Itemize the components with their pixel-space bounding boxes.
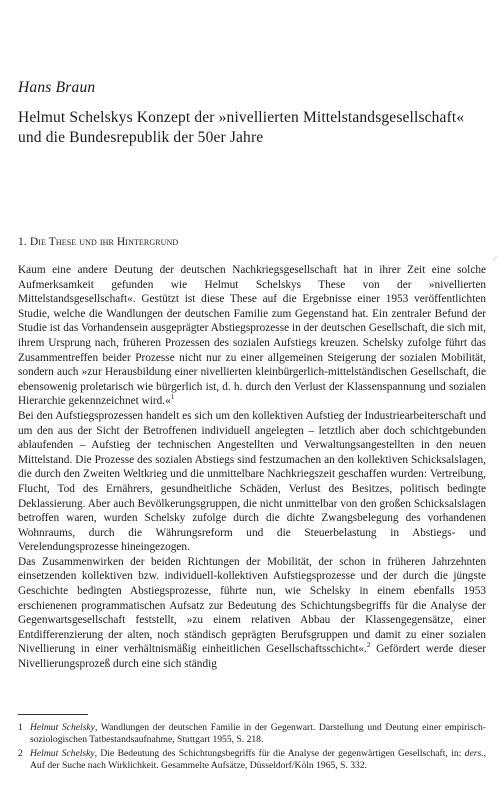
footnote-2-text: , Die Bedeutung des Schichtungsbegriffs für die Analyse der gegenwärtigen Gesellschaft, in: [94,747,465,759]
author-name: Hans Braun [18,79,96,96]
footnote-2-text2: , Auf der Suche nach Wirklichkeit. Gesammelte Aufsätze, Düsseldorf/Köln 1965, S. 332. [30,747,486,772]
footnote-2-number: 2 [18,747,23,759]
footnote-1 [18,722,486,747]
paragraph-2 [18,409,486,555]
paragraph-3-tail: Gefördert werde dieser Nivellierungsprozeß durch eine sich ständig [18,643,486,671]
section-number: 1. [18,236,27,248]
section-heading [18,236,178,248]
footnote-ref-1: 1 [170,393,175,402]
footnote-rule [18,714,88,715]
footnote-1-author: Helmut Schelsky [30,722,95,733]
footnote-2 [18,748,486,773]
footnote-2-author: Helmut Schelsky [30,747,95,759]
paragraph-1 [18,263,486,409]
margin-mark [488,253,497,262]
paragraph-3-text: Das Zusammenwirken der beiden Richtungen der Mobilität, der schon in früheren Jahrzehnten einsetzenden kollektiven bzw. individuell-kollektiven Aufstiegsprozesse und der durch die jüngste Geschichte bedingten Abstiegsprozesse, führte nun, wie Schelsky in einem ebenfalls 1953 erschienenen programmatischen Aufsatz zur Bedeutung des Schichtungsbegriffs für die Analyse der Gegenwartsgesellschaft feststellt, »zu einem relativen Abbau der Klassengegensätze, einer Entdifferenzierung der alten, noch ständisch geprägten Berufsgruppen und damit zu einer sozialen Nivellierung in einer verhältnismäßig einheitlichen Gesellschaftsschicht«. [18,555,486,656]
footnote-1-text: , Wandlungen der deutschen Familie in der Gegenwart. Darstellung und Deutung einer empirisch-soziologischen Tatbestandsaufnahme, Stuttgart 1955, S. 218. [30,722,487,746]
paragraph-1-text: Kaum eine andere Deutung der deutschen Nachkriegsgesellschaft hat in ihrer Zeit eine solche Aufmerksamkeit gefunden wie Helmut Schelskys These von der »nivellierten Mittelstandsgesellschaft«. Gestützt ist diese These auf die Ergebnisse einer 1953 veröffentlichten Studie, welche die Wandlungen der deutschen Familie zum Gegenstand hat. Ein zentraler Befund der Studie ist das Vorhandensein ausgeprägter Abstiegsprozesse in der deutschen Gesellschaft, die sich mit, ihrem Ursprung nach, früheren Prozessen des sozialen Aufstiegs kreuzen. Schelsky zufolge führt das Zusammentreffen beider Prozesse nicht nur zu einer allgemeinen Steigerung der sozialen Mobilität, sondern auch »zur Herausbildung einer nivellierten kleinbürgerlich-mittelständischen Gesellschaft, die ebensowenig proletarisch wie bürgerlich ist, d. h. durch den Verlust der Klassenspannung und sozialen Hierarchie gekennzeichnet wird.« [18,264,486,408]
footnote-2-body [30,748,486,773]
footnotes [18,722,486,774]
body-text [18,263,486,672]
footnote-2-ders: ders. [464,747,484,759]
paragraph-2-text: Bei den Aufstiegsprozessen handelt es sich um den kollektiven Aufstieg der Industriearbeiterschaft und um den aus der Sicht der Betroffenen individuell angelegten – letztlich aber doch schichtgebunden ablaufenden – Aufstieg der technischen Angestellten und Verwaltungsangestellten in den neuen Mittelstand. Die Prozesse des sozialen Abstiegs sind festzumachen an den kollektiven Schicksalslagen, die durch den Zweiten Weltkrieg und die unmittelbare Nachkriegszeit geschaffen wurden: Vertreibung, Flucht, Tod des Ernährers, gesundheitliche Schäden, Verlust des Besitzes, politisch bedingte Deklassierung. Aber auch Bevölkerungsgruppen, die nicht unmittelbar von den großen Schicksalslagen betroffen waren, wurden Schelsky zufolge durch die dichte Zwangsbelegung des vorhandenen Wohnraums, durch die Währungsreform und die Steuerbelastung in Abstiegs- und Verelendungsprozesse hineingezogen. [18,409,486,554]
footnote-1-body [30,722,486,747]
section-title: Die These und ihr Hintergrund [29,236,179,248]
footnote-1-number: 1 [18,722,23,733]
footnote-ref-2: 2 [366,641,371,650]
paragraph-3 [18,555,486,672]
article-title: Helmut Schelskys Konzept der »nivellierten Mittelstandsgesellschaft« und die Bundesrepublik der 50er Jahre [18,109,465,146]
